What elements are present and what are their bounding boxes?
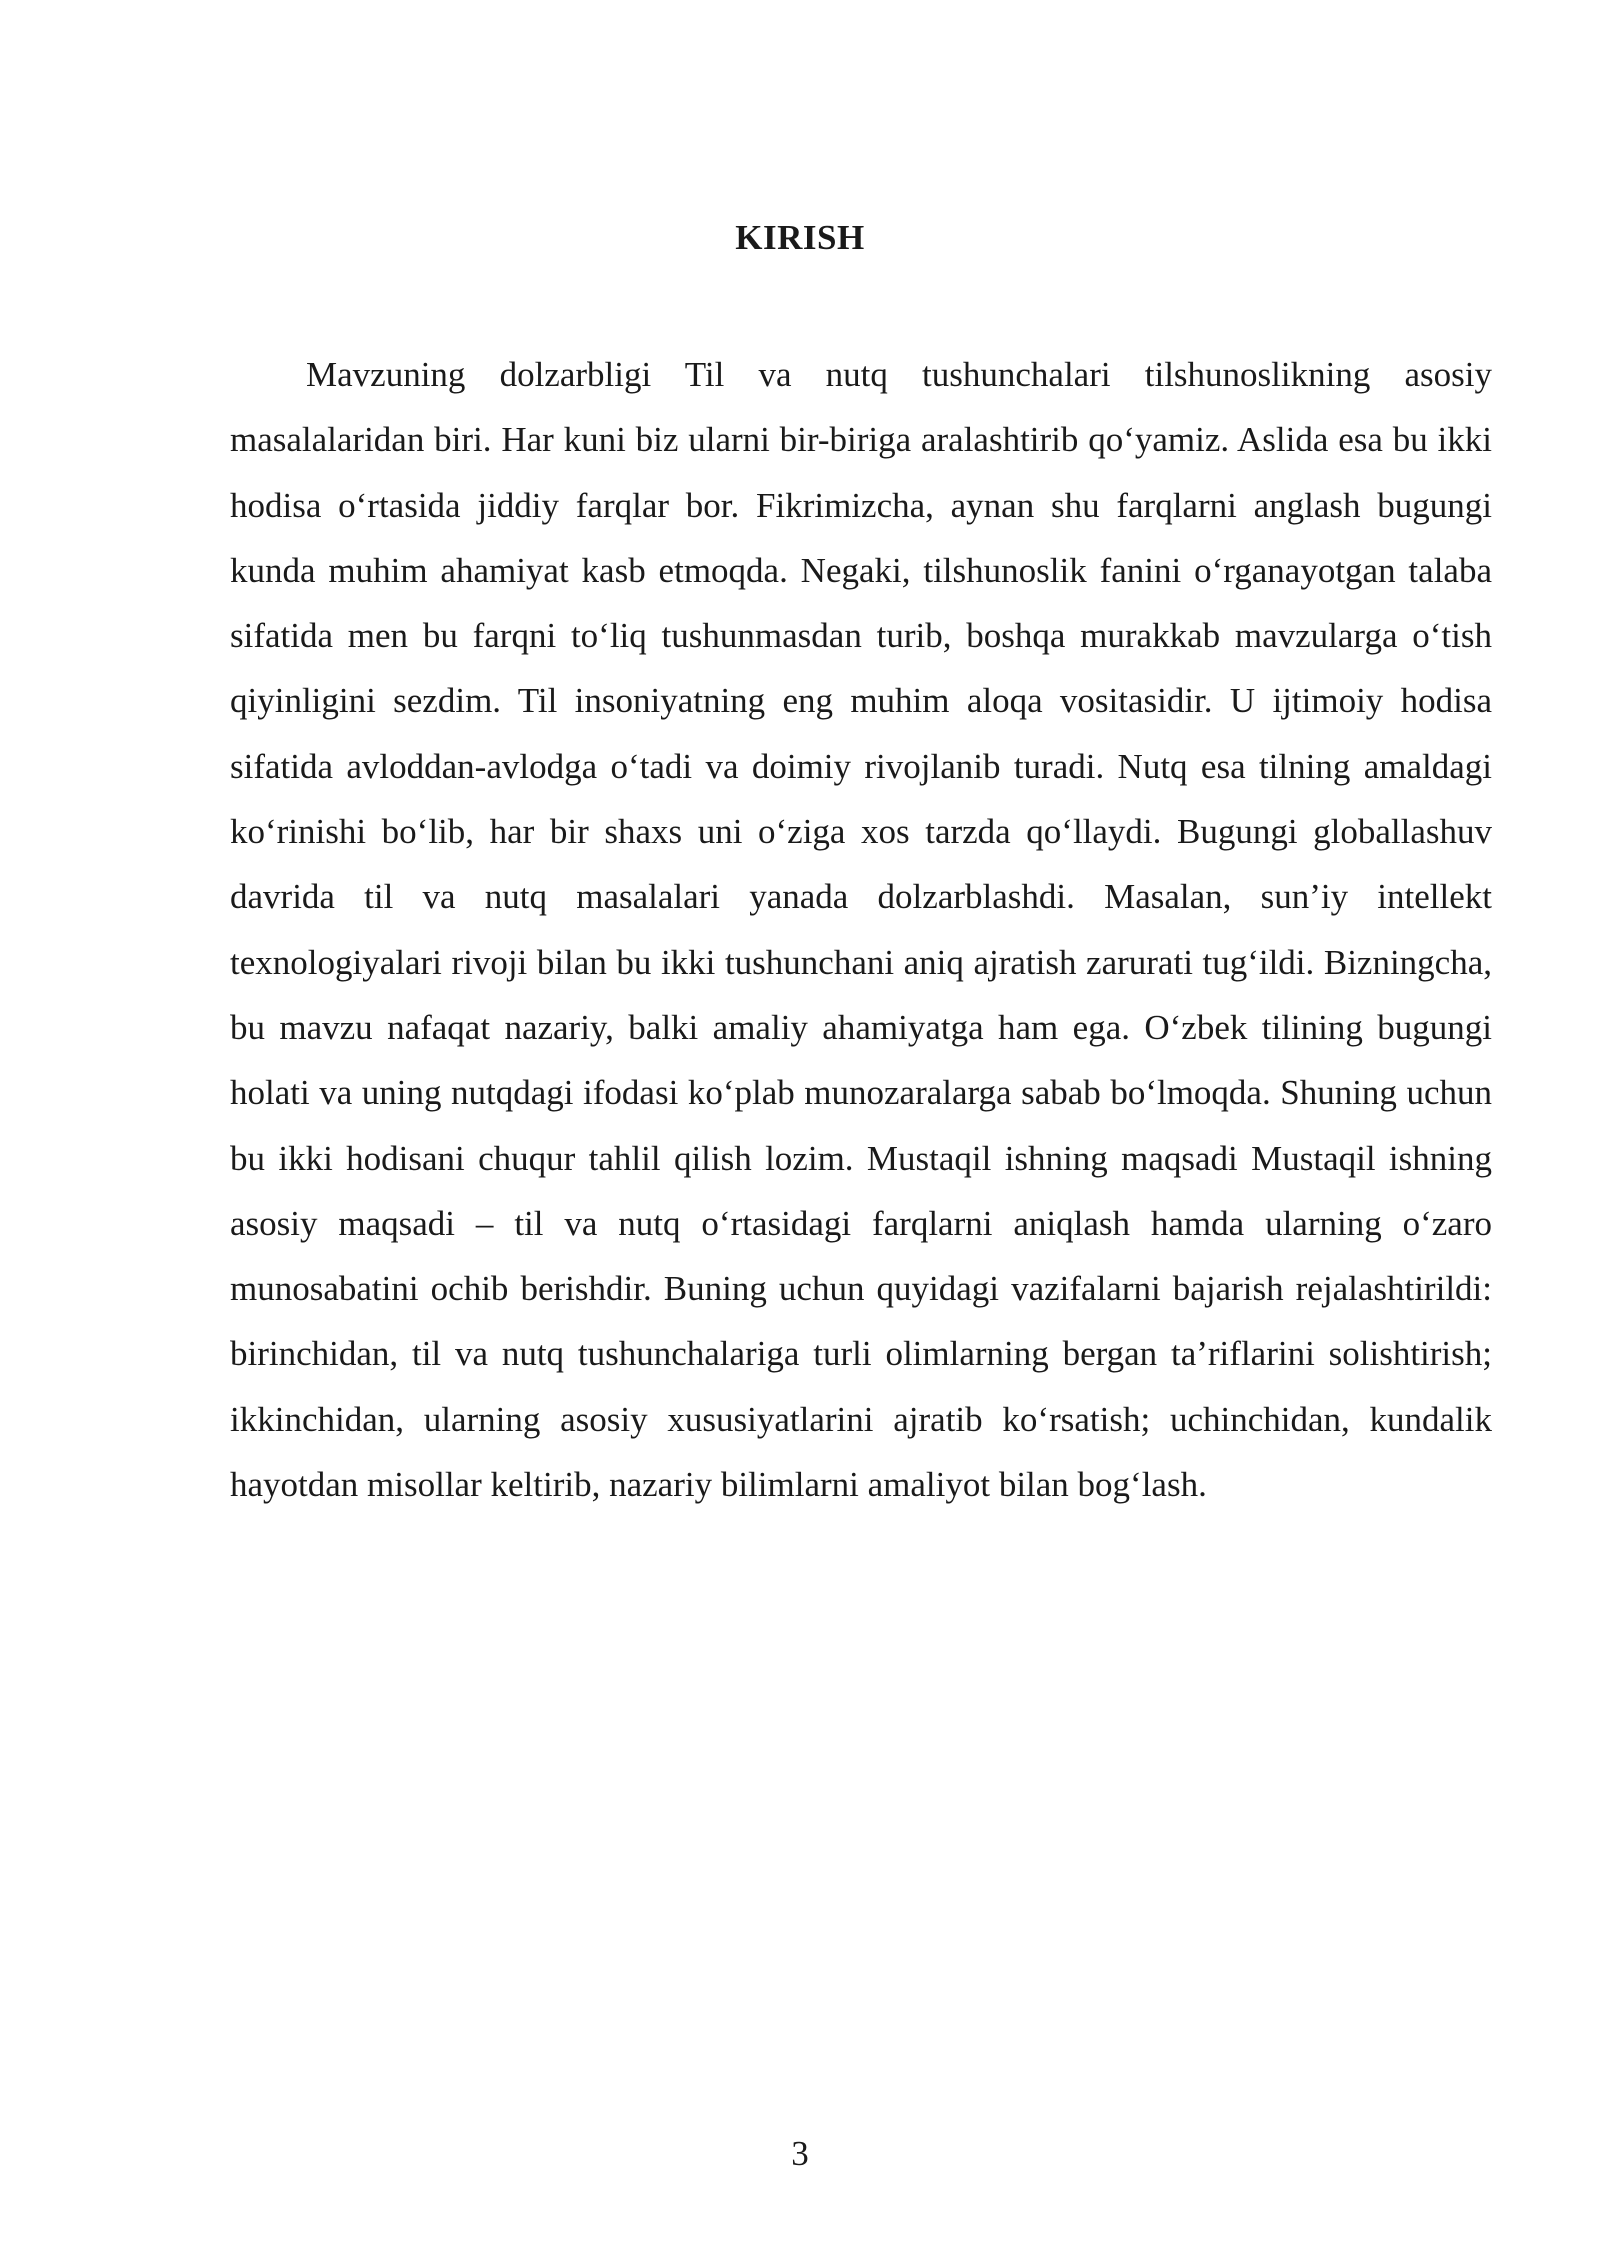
section-heading: KIRISH xyxy=(735,218,865,257)
body-paragraph: Mavzuning dolzarbligi Til va nutq tushunchalari tilshunoslikning asosiy masalalaridan biri. Har kuni biz ularni bir-biriga aralashtirib qo‘yamiz. Aslida esa bu ikki hodisa o‘rtasida jiddiy farqlar bor. Fikrimizcha, aynan shu farqlarni anglash bugungi kunda muhim ahamiyat kasb etmoqda. Negaki, tilshunoslik fanini o‘rganayotgan talaba sifatida men bu farqni to‘liq tushunmasdan turib, boshqa murakkab mavzularga o‘tish qiyinligini sezdim. Til insoniyatning eng muhim aloqa vositasidir. U ijtimoiy hodisa sifatida avloddan-avlodga o‘tadi va doimiy rivojlanib turadi. Nutq esa tilning amaldagi ko‘rinishi bo‘lib, har bir shaxs uni o‘ziga xos tarzda qo‘llaydi. Bugungi globallashuv davrida til va nutq masalalari yanada dolzarblashdi. Masalan, sun’iy intellekt texnologiyalari rivoji bilan bu ikki tushunchani aniq ajratish zarurati tug‘ildi. Bizningcha, bu mavzu nafaqat nazariy, balki amaliy ahamiyatga ham ega. O‘zbek tilining bugungi holati va uning nutqdagi ifodasi ko‘plab munozaralarga sabab bo‘lmoqda. Shuning uchun bu ikki hodisani chuqur tahlil qilish lozim. Mustaqil ishning maqsadi Mustaqil ishning asosiy maqsadi – til va nutq o‘rtasidagi farqlarni aniqlash hamda ularning o‘zaro munosabatini ochib berishdir. Buning uchun quyidagi vazifalarni bajarish rejalashtirildi: birinchidan, til va nutq tushunchalariga turli olimlarning bergan ta’riflarini solishtirish; ikkinchidan, ularning asosiy xususiyatlarini ajratib ko‘rsatish; uchinchidan, kundalik hayotdan misollar keltirib, nazariy bilimlarni amaliyot bilan bog‘lash. xyxy=(230,355,1492,1505)
page-number: 3 xyxy=(791,2134,809,2173)
